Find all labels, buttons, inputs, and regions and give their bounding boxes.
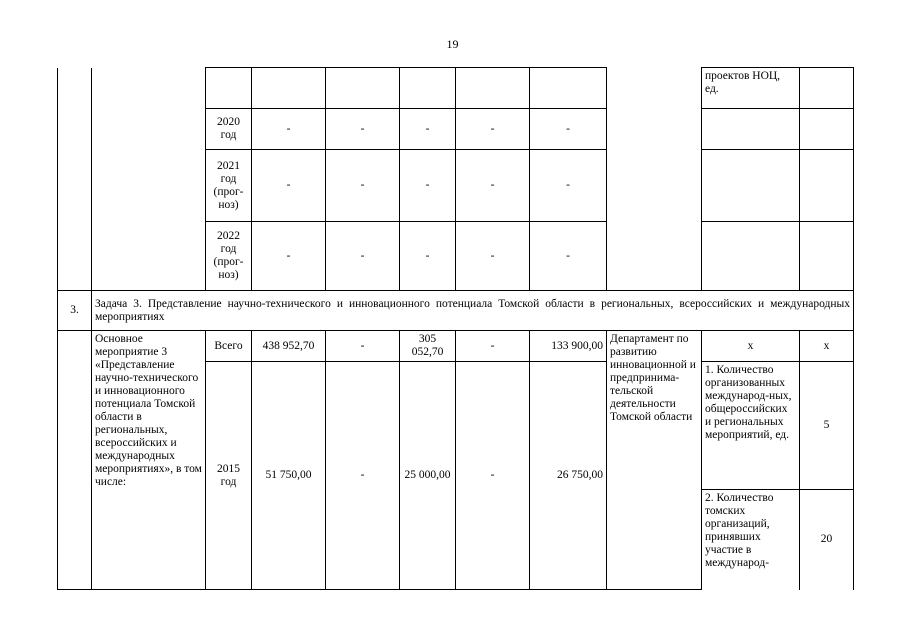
value-cell: -	[252, 109, 326, 150]
name-cell	[92, 68, 206, 291]
table-row	[58, 331, 854, 362]
value-cell: -	[326, 109, 400, 150]
executor-cell	[607, 68, 702, 291]
value-cell: 438 952,70	[252, 331, 326, 362]
value-cell: -	[400, 150, 456, 222]
year-cell: 2020 год	[206, 109, 252, 150]
year-cell: Всего	[206, 331, 252, 362]
measure-name: Основное мероприятие 3 «Представление научно-технического и инновационного потенциала Томской области в региональных, всероссийских и международных мероприятиях», в том числе:	[92, 331, 206, 590]
value-cell: -	[326, 222, 400, 291]
year-cell: 2015 год	[206, 362, 252, 590]
program-table	[57, 67, 854, 590]
value-cell: -	[456, 222, 530, 291]
value-cell: 51 750,00	[252, 362, 326, 590]
indicator-cell: х	[702, 331, 800, 362]
value-cell: -	[456, 150, 530, 222]
no-cell	[58, 331, 92, 590]
value-cell: 305 052,70	[400, 331, 456, 362]
value-cell: -	[530, 109, 607, 150]
indicator-cell: 1. Количество организованных международ-ных, общероссийских и региональных мероприятий, ед.	[702, 362, 800, 490]
value-cell: -	[456, 331, 530, 362]
table-row	[58, 291, 854, 331]
task-number: 3.	[58, 291, 92, 331]
year-cell: 2021 год (прог-ноз)	[206, 150, 252, 222]
value-cell: 26 750,00	[530, 362, 607, 590]
indicator-value: х	[800, 331, 854, 362]
no-cell	[58, 68, 92, 291]
page-number: 19	[446, 37, 459, 51]
executor-cell: Департамент по развитию инновационной и предпринима-тельской деятельности Томской области	[607, 331, 702, 590]
value-cell: -	[400, 222, 456, 291]
value-cell: -	[400, 109, 456, 150]
indicator-cell: проектов НОЦ, ед.	[702, 68, 800, 109]
task-title: Задача 3. Представление научно-технического и инновационного потенциала Томской области в региональных, всероссийских и международных мероприятиях	[92, 291, 854, 331]
value-cell: -	[530, 150, 607, 222]
value-cell: -	[252, 150, 326, 222]
indicator-cell: 2. Количество томских организаций, принявших участие в международ-	[702, 490, 800, 590]
table-row	[58, 68, 854, 109]
value-cell: -	[252, 222, 326, 291]
value-cell: -	[326, 362, 400, 590]
year-cell: 2022 год (прог-ноз)	[206, 222, 252, 291]
value-cell: -	[326, 331, 400, 362]
year-cell	[206, 68, 252, 109]
value-cell: -	[456, 362, 530, 590]
value-cell: -	[456, 109, 530, 150]
value-cell: 25 000,00	[400, 362, 456, 590]
value-cell: -	[326, 150, 400, 222]
value-cell: 133 900,00	[530, 331, 607, 362]
indicator-value: 20	[800, 490, 854, 590]
value-cell: -	[530, 222, 607, 291]
indicator-value: 5	[800, 362, 854, 490]
